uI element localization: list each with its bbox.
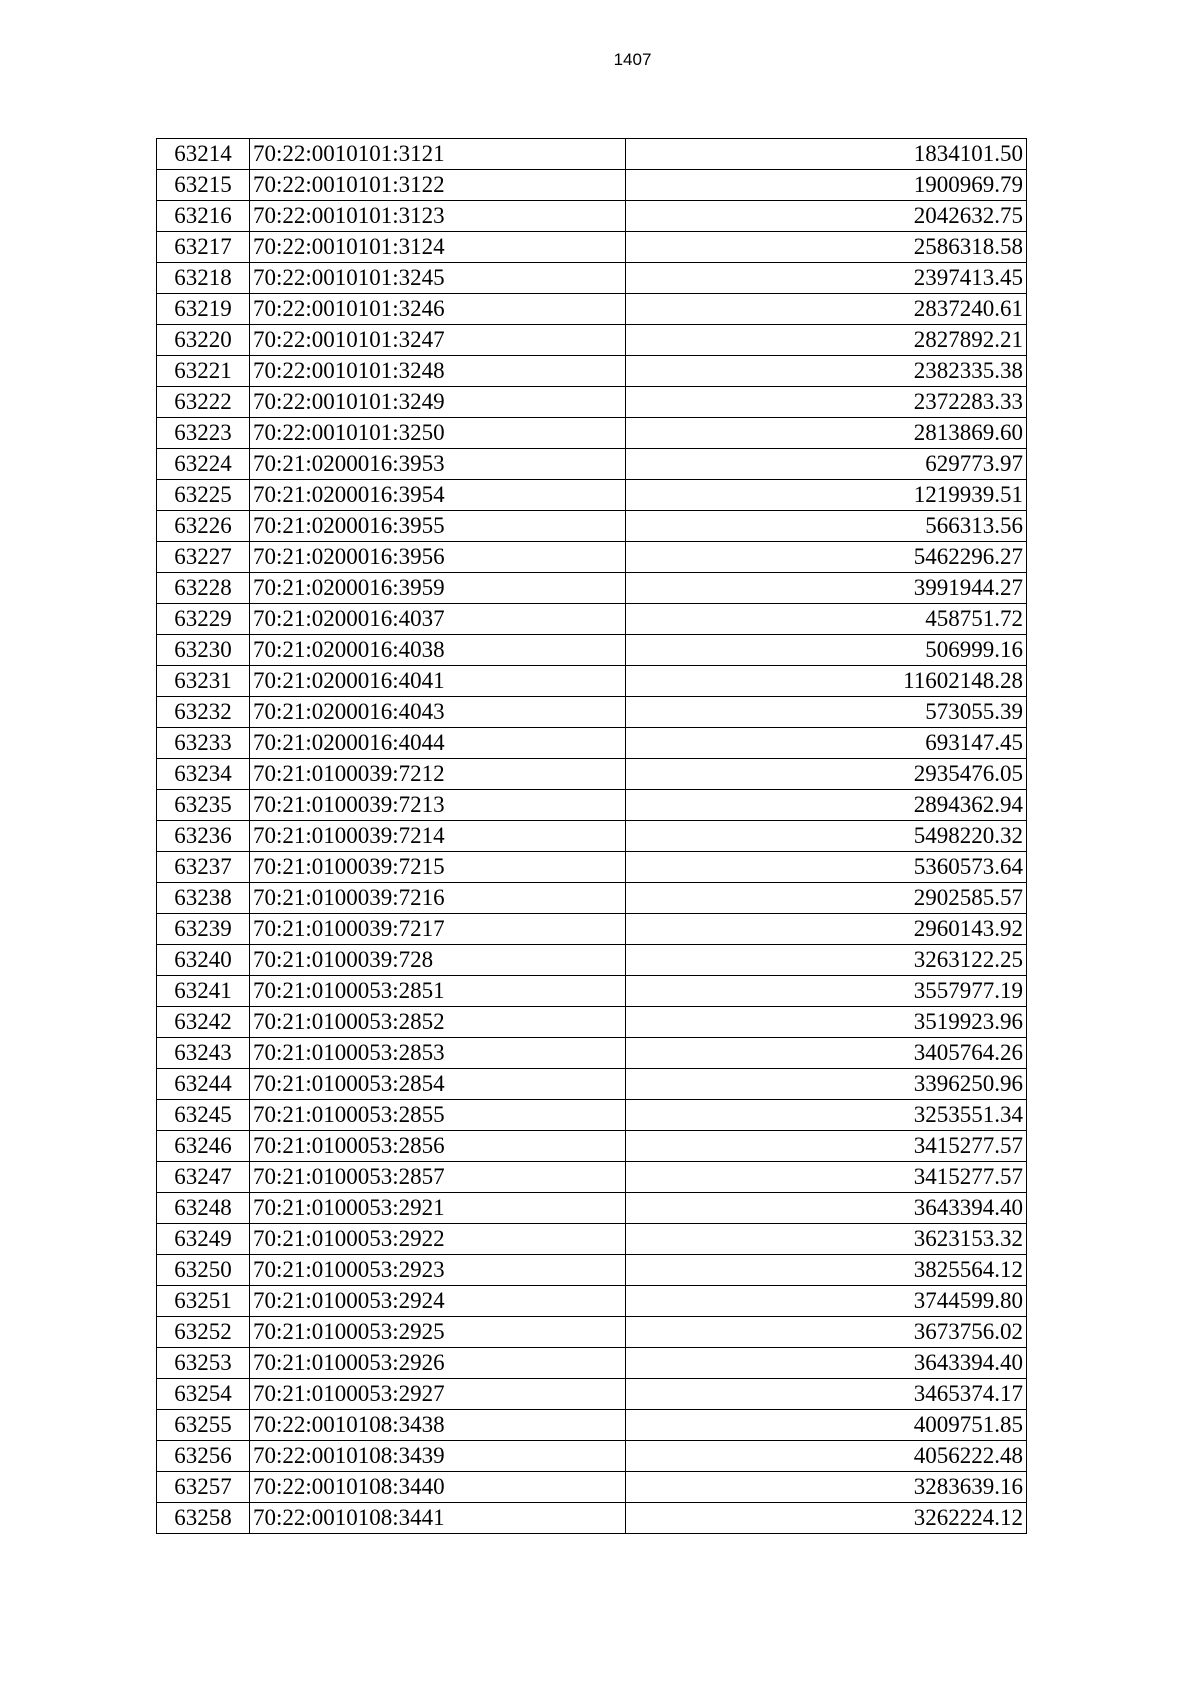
cadastral-value-cell: 3415277.57 [626,1131,1027,1162]
row-number-cell: 63220 [157,325,250,356]
cadastral-number-cell: 70:21:0100053:2927 [250,1379,626,1410]
row-number-cell: 63218 [157,263,250,294]
table-row [157,728,1027,759]
cadastral-number-cell: 70:21:0100053:2926 [250,1348,626,1379]
cadastral-value-cell: 1834101.50 [626,139,1027,170]
table-row [157,1503,1027,1534]
cadastral-value-cell: 1219939.51 [626,480,1027,511]
cadastral-number-cell: 70:21:0100053:2853 [250,1038,626,1069]
table-row [157,542,1027,573]
row-number-cell: 63219 [157,294,250,325]
table-row [157,852,1027,883]
cadastral-value-cell: 2397413.45 [626,263,1027,294]
table-row [157,1348,1027,1379]
cadastral-number-cell: 70:21:0100053:2851 [250,976,626,1007]
table-row [157,1379,1027,1410]
row-number-cell: 63255 [157,1410,250,1441]
row-number-cell: 63214 [157,139,250,170]
table-row [157,573,1027,604]
cadastral-value-cell: 2894362.94 [626,790,1027,821]
table-row [157,666,1027,697]
row-number-cell: 63224 [157,449,250,480]
cadastral-value-cell: 3643394.40 [626,1193,1027,1224]
table-row [157,356,1027,387]
cadastral-number-cell: 70:22:0010101:3248 [250,356,626,387]
cadastral-number-cell: 70:22:0010101:3246 [250,294,626,325]
table-row [157,821,1027,852]
row-number-cell: 63228 [157,573,250,604]
row-number-cell: 63222 [157,387,250,418]
cadastral-number-cell: 70:21:0100039:7214 [250,821,626,852]
cadastral-value-cell: 693147.45 [626,728,1027,759]
row-number-cell: 63246 [157,1131,250,1162]
cadastral-value-cell: 3415277.57 [626,1162,1027,1193]
table-row [157,449,1027,480]
cadastral-number-cell: 70:21:0200016:4043 [250,697,626,728]
row-number-cell: 63238 [157,883,250,914]
table-row [157,1410,1027,1441]
row-number-cell: 63229 [157,604,250,635]
table-row [157,1317,1027,1348]
row-number-cell: 63247 [157,1162,250,1193]
table-row [157,232,1027,263]
table-row [157,1131,1027,1162]
cadastral-number-cell: 70:21:0100039:7215 [250,852,626,883]
row-number-cell: 63242 [157,1007,250,1038]
cadastral-value-cell: 2813869.60 [626,418,1027,449]
cadastral-number-cell: 70:21:0200016:3956 [250,542,626,573]
cadastral-number-cell: 70:21:0200016:4044 [250,728,626,759]
cadastral-value-cell: 3262224.12 [626,1503,1027,1534]
table-row [157,883,1027,914]
cadastral-number-cell: 70:22:0010101:3250 [250,418,626,449]
table-row [157,1286,1027,1317]
cadastral-value-cell: 458751.72 [626,604,1027,635]
cadastral-value-cell: 5360573.64 [626,852,1027,883]
cadastral-number-cell: 70:22:0010108:3441 [250,1503,626,1534]
cadastral-number-cell: 70:22:0010101:3121 [250,139,626,170]
table-row [157,387,1027,418]
cadastral-number-cell: 70:22:0010101:3245 [250,263,626,294]
cadastral-value-cell: 3623153.32 [626,1224,1027,1255]
cadastral-value-cell: 629773.97 [626,449,1027,480]
row-number-cell: 63243 [157,1038,250,1069]
table-row [157,604,1027,635]
table-row [157,1038,1027,1069]
cadastral-value-cell: 2382335.38 [626,356,1027,387]
cadastral-value-cell: 3825564.12 [626,1255,1027,1286]
row-number-cell: 63256 [157,1441,250,1472]
cadastral-value-cell: 3465374.17 [626,1379,1027,1410]
cadastral-value-cell: 3405764.26 [626,1038,1027,1069]
table-row [157,511,1027,542]
cadastral-number-cell: 70:21:0200016:4038 [250,635,626,666]
cadastral-value-cell: 2372283.33 [626,387,1027,418]
table-row [157,418,1027,449]
cadastral-value-cell: 11602148.28 [626,666,1027,697]
cadastral-number-cell: 70:21:0100053:2921 [250,1193,626,1224]
row-number-cell: 63232 [157,697,250,728]
cadastral-number-cell: 70:21:0200016:3953 [250,449,626,480]
table-row [157,697,1027,728]
row-number-cell: 63250 [157,1255,250,1286]
table-row [157,1162,1027,1193]
cadastral-value-cell: 4056222.48 [626,1441,1027,1472]
table-row [157,790,1027,821]
cadastral-number-cell: 70:22:0010108:3440 [250,1472,626,1503]
row-number-cell: 63241 [157,976,250,1007]
cadastral-number-cell: 70:21:0100053:2854 [250,1069,626,1100]
cadastral-value-cell: 2960143.92 [626,914,1027,945]
cadastral-value-cell: 3253551.34 [626,1100,1027,1131]
row-number-cell: 63235 [157,790,250,821]
table-row [157,976,1027,1007]
table-row [157,914,1027,945]
cadastral-number-cell: 70:22:0010108:3438 [250,1410,626,1441]
table-row [157,294,1027,325]
table-row [157,1472,1027,1503]
table-row [157,1007,1027,1038]
row-number-cell: 63249 [157,1224,250,1255]
cadastral-value-cell: 5462296.27 [626,542,1027,573]
cadastral-value-cell: 3744599.80 [626,1286,1027,1317]
table-row [157,1069,1027,1100]
cadastral-value-cell: 2042632.75 [626,201,1027,232]
table-row [157,945,1027,976]
table-row [157,1193,1027,1224]
row-number-cell: 63253 [157,1348,250,1379]
row-number-cell: 63217 [157,232,250,263]
table-row [157,170,1027,201]
row-number-cell: 63244 [157,1069,250,1100]
cadastral-number-cell: 70:21:0200016:3954 [250,480,626,511]
cadastral-number-cell: 70:21:0200016:3959 [250,573,626,604]
cadastral-number-cell: 70:21:0100053:2923 [250,1255,626,1286]
table-row [157,480,1027,511]
cadastral-value-cell: 3673756.02 [626,1317,1027,1348]
cadastral-value-cell: 5498220.32 [626,821,1027,852]
cadastral-value-cell: 3263122.25 [626,945,1027,976]
row-number-cell: 63227 [157,542,250,573]
cadastral-value-table [156,138,1027,1534]
table-row [157,759,1027,790]
row-number-cell: 63223 [157,418,250,449]
cadastral-number-cell: 70:22:0010101:3249 [250,387,626,418]
table-row [157,1441,1027,1472]
cadastral-number-cell: 70:21:0100039:7212 [250,759,626,790]
row-number-cell: 63237 [157,852,250,883]
row-number-cell: 63258 [157,1503,250,1534]
cadastral-number-cell: 70:21:0100053:2922 [250,1224,626,1255]
cadastral-value-cell: 2902585.57 [626,883,1027,914]
row-number-cell: 63233 [157,728,250,759]
cadastral-number-cell: 70:22:0010101:3122 [250,170,626,201]
row-number-cell: 63221 [157,356,250,387]
row-number-cell: 63240 [157,945,250,976]
table-row [157,1255,1027,1286]
cadastral-number-cell: 70:21:0100039:728 [250,945,626,976]
row-number-cell: 63231 [157,666,250,697]
row-number-cell: 63239 [157,914,250,945]
table-row [157,263,1027,294]
row-number-cell: 63234 [157,759,250,790]
cadastral-number-cell: 70:21:0200016:4037 [250,604,626,635]
row-number-cell: 63254 [157,1379,250,1410]
table-row [157,635,1027,666]
cadastral-number-cell: 70:21:0100053:2855 [250,1100,626,1131]
cadastral-number-cell: 70:21:0100053:2856 [250,1131,626,1162]
cadastral-value-cell: 566313.56 [626,511,1027,542]
cadastral-number-cell: 70:21:0100053:2857 [250,1162,626,1193]
cadastral-number-cell: 70:21:0200016:3955 [250,511,626,542]
row-number-cell: 63236 [157,821,250,852]
cadastral-value-cell: 2935476.05 [626,759,1027,790]
table-row [157,325,1027,356]
row-number-cell: 63230 [157,635,250,666]
row-number-cell: 63252 [157,1317,250,1348]
row-number-cell: 63215 [157,170,250,201]
page-number: 1407 [613,50,652,69]
cadastral-value-cell: 2827892.21 [626,325,1027,356]
cadastral-value-cell: 3557977.19 [626,976,1027,1007]
cadastral-value-cell: 3643394.40 [626,1348,1027,1379]
cadastral-number-cell: 70:21:0200016:4041 [250,666,626,697]
table-row [157,1100,1027,1131]
cadastral-number-cell: 70:22:0010108:3439 [250,1441,626,1472]
cadastral-value-cell: 2586318.58 [626,232,1027,263]
cadastral-number-cell: 70:21:0100039:7213 [250,790,626,821]
cadastral-value-cell: 3396250.96 [626,1069,1027,1100]
cadastral-value-cell: 573055.39 [626,697,1027,728]
cadastral-number-cell: 70:21:0100053:2924 [250,1286,626,1317]
cadastral-value-cell: 1900969.79 [626,170,1027,201]
table-row [157,139,1027,170]
cadastral-number-cell: 70:22:0010101:3247 [250,325,626,356]
cadastral-number-cell: 70:22:0010101:3123 [250,201,626,232]
cadastral-value-cell: 506999.16 [626,635,1027,666]
cadastral-value-cell: 4009751.85 [626,1410,1027,1441]
row-number-cell: 63216 [157,201,250,232]
table-row [157,201,1027,232]
row-number-cell: 63225 [157,480,250,511]
cadastral-number-cell: 70:21:0100053:2852 [250,1007,626,1038]
row-number-cell: 63257 [157,1472,250,1503]
cadastral-number-cell: 70:22:0010101:3124 [250,232,626,263]
table-row [157,1224,1027,1255]
cadastral-number-cell: 70:21:0100039:7217 [250,914,626,945]
cadastral-value-cell: 3519923.96 [626,1007,1027,1038]
cadastral-number-cell: 70:21:0100053:2925 [250,1317,626,1348]
row-number-cell: 63226 [157,511,250,542]
cadastral-number-cell: 70:21:0100039:7216 [250,883,626,914]
cadastral-value-cell: 2837240.61 [626,294,1027,325]
row-number-cell: 63248 [157,1193,250,1224]
cadastral-value-cell: 3283639.16 [626,1472,1027,1503]
row-number-cell: 63245 [157,1100,250,1131]
cadastral-value-cell: 3991944.27 [626,573,1027,604]
table-body [157,139,1027,1534]
row-number-cell: 63251 [157,1286,250,1317]
